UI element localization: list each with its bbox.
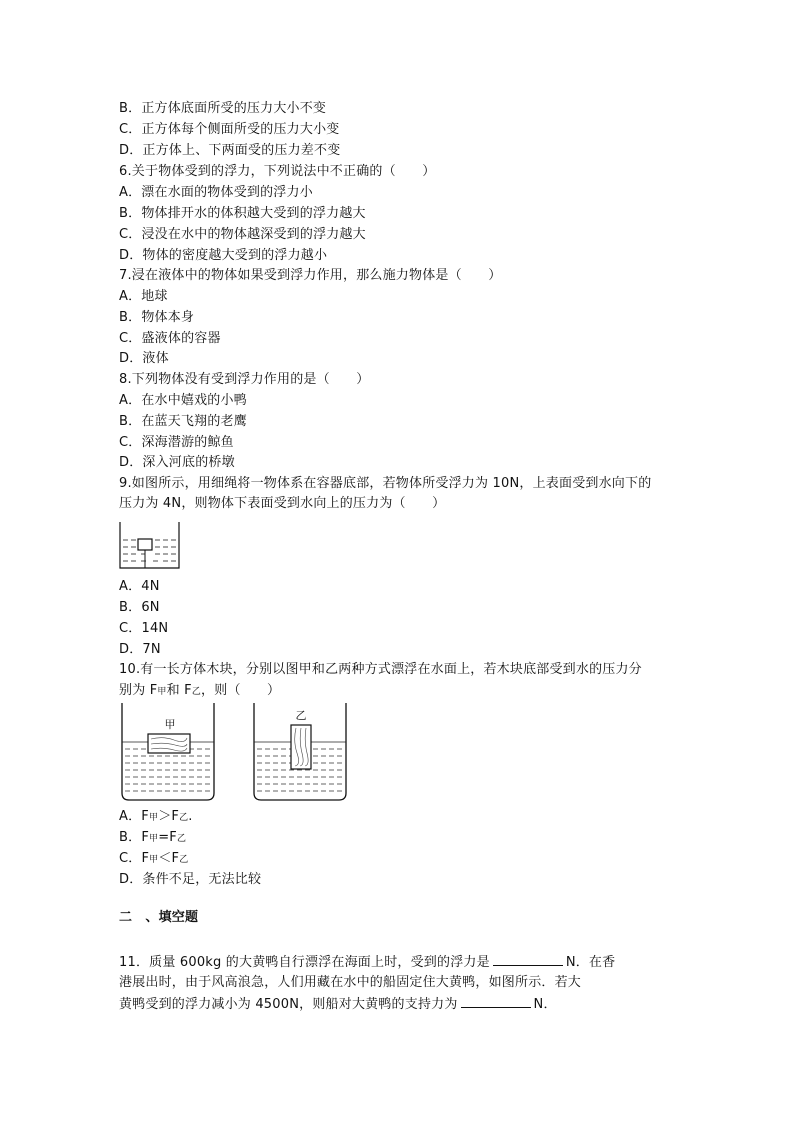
q7-option-d: D．液体 [119, 351, 169, 366]
q10-figure-jia [119, 703, 219, 803]
q10-option-d: D．条件不足，无法比较 [119, 872, 262, 887]
q6-option-a: A．漂在水面的物体受到的浮力小 [119, 185, 313, 200]
q9-figure [119, 522, 181, 570]
q10-figure-yi [251, 703, 351, 803]
q11-line3: 黄鸭受到的浮力减小为 4500N，则船对大黄鸭的支持力为 N． [119, 997, 557, 1012]
q8-option-a: A．在水中嬉戏的小鸭 [119, 393, 247, 408]
q6-option-c: C．浸没在水中的物体越深受到的浮力越大 [119, 227, 366, 242]
q10-stem-line2: 别为 F甲和 F乙，则（ ） [119, 683, 281, 698]
q10-option-a: A．F甲＞F乙. [119, 809, 193, 824]
q6-option-b: B．物体排开水的体积越大受到的浮力越大 [119, 206, 366, 221]
q6-stem: 6.关于物体受到的浮力，下列说法中不正确的（ ） [119, 164, 436, 179]
q9-option-d: D．7N [119, 642, 161, 657]
q9-option-b: B．6N [119, 600, 160, 615]
q7-option-c: C．盛液体的容器 [119, 331, 221, 346]
q9-stem-line2: 压力为 4N，则物体下表面受到水向上的压力为（ ） [119, 496, 446, 511]
q7-option-a: A．地球 [119, 289, 168, 304]
q9-option-c: C．14N [119, 621, 169, 636]
q10-option-c: C．F甲＜F乙 [119, 851, 189, 866]
q8-option-c: C．深海潜游的鲸鱼 [119, 435, 234, 450]
q8-stem: 8.下列物体没有受到浮力作用的是（ ） [119, 372, 370, 387]
q6-option-d: D．物体的密度越大受到的浮力越小 [119, 248, 328, 263]
q11-line1: 11．质量 600kg 的大黄鸭自行漂浮在海面上时，受到的浮力是 N．在香 [119, 955, 616, 970]
q11-blank-1[interactable] [493, 953, 563, 966]
section-title-fill-in: 二 、填空题 [119, 910, 199, 925]
q9-option-a: A．4N [119, 579, 160, 594]
q7-option-b: B．物体本身 [119, 310, 195, 325]
q10-option-b: B．F甲=F乙 [119, 830, 187, 845]
q11-line2: 港展出时，由于风高浪急，人们用藏在水中的船固定住大黄鸭，如图所示．若大 [119, 975, 582, 990]
q7-stem: 7.浸在液体中的物体如果受到浮力作用，那么施力物体是（ ） [119, 268, 502, 283]
q5-option-b: B．正方体底面所受的压力大小不变 [119, 101, 327, 116]
q8-option-d: D．深入河底的桥墩 [119, 455, 235, 470]
q11-blank-2[interactable] [461, 995, 531, 1008]
q9-stem-line1: 9.如图所示，用细绳将一物体系在容器底部，若物体所受浮力为 10N，上表面受到水向下的 [119, 476, 652, 491]
q5-option-d: D．正方体上、下两面受的压力差不变 [119, 143, 341, 158]
q10-label-yi: 乙 [295, 709, 307, 722]
q10-stem-line1: 10.有一长方体木块，分别以图甲和乙两种方式漂浮在水面上，若木块底部受到水的压力分 [119, 662, 642, 677]
q5-option-c: C．正方体每个侧面所受的压力大小变 [119, 122, 340, 137]
q8-option-b: B．在蓝天飞翔的老鹰 [119, 414, 247, 429]
q10-label-jia: 甲 [164, 718, 176, 731]
